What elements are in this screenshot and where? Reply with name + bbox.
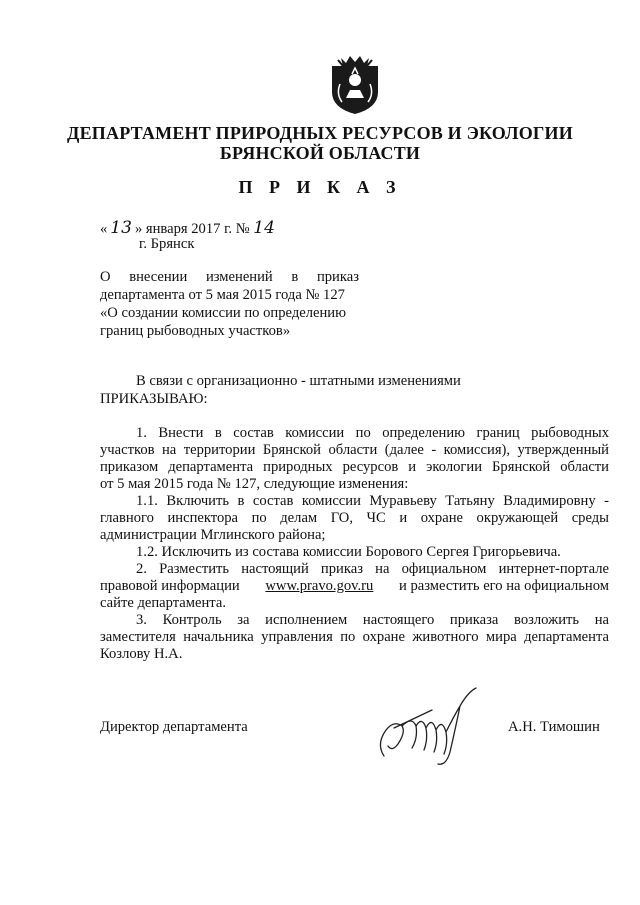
body-p1-line4: от 5 мая 2015 года № 127, следующие изменения: [100,476,409,492]
coat-of-arms-icon [326,54,384,116]
pravo-gov-link[interactable]: www.pravo.gov.ru [265,578,374,594]
body-p3-line1: 3. Контроль за исполнением настоящего приказа возложить на [136,612,609,628]
body-p3-line2: заместителя начальника управления по охране животного мира департамента [100,629,609,645]
body-p11-line3: администрации Мглинского района; [100,527,326,543]
signatory-name: А.Н. Тимошин [508,719,600,735]
body-p2-line2 [100,578,609,595]
body-p12: 1.2. Исключить из состава комиссии Борового Сергея Григорьевича. [136,544,561,560]
body-p1-line3: приказом департамента природных ресурсов и экологии Брянской области [100,459,609,475]
subject-word: изменений [205,269,273,285]
subject-line4: границ рыбоводных участков» [100,323,291,339]
department-title-line2: БРЯНСКОЙ ОБЛАСТИ [219,143,421,163]
date-open-quote: « [100,221,108,237]
subject-line1 [100,269,359,286]
preamble-line2: ПРИКАЗЫВАЮ: [100,391,208,407]
body-p11-line1: 1.1. Включить в состав комиссии Муравьеву Татьяну Владимировну - [136,493,609,509]
body-p1-line1: 1. Внести в состав комиссии по определению границ рыбоводных [136,425,609,441]
department-title-line1: ДЕПАРТАМЕНТ ПРИРОДНЫХ РЕСУРСОВ И ЭКОЛОГИИ [67,123,573,143]
subject-line2: департамента от 5 мая 2015 года № 127 [100,287,345,303]
date-day-handwritten: 13 [110,218,132,238]
subject-line3: «О создании комиссии по определению [100,305,347,321]
signatory-position: Директор департамента [100,719,248,735]
body-p2-line3: сайте департамента. [100,595,226,611]
subject-word: О [100,269,111,285]
subject-word: в [291,269,299,285]
document-type-heading: П Р И К А З [238,177,402,197]
preamble-line1: В связи с организационно - штатными изменениями [136,373,461,389]
city: г. Брянск [139,236,195,252]
subject-word: внесении [129,269,188,285]
body-p2-text-after-link: и разместить его на официальном [398,578,609,594]
body-p11-line2: главного инспектора по делам ГО, ЧС и охране окружающей среды [100,510,609,526]
body-p3-line3: Козлову Н.А. [100,646,183,662]
date-month-year: » января 2017 г. № [134,221,250,237]
order-number-handwritten: 14 [253,218,275,238]
body-p1-line2: участков на территории Брянской области (далее - комиссия), утвержденный [100,442,609,458]
body-p2-text-before-link: правовой информации [100,578,240,594]
body-p2-line1: 2. Разместить настоящий приказ на официальном интернет-портале [136,561,609,577]
handwritten-signature-icon [372,686,490,768]
subject-word: приказ [316,269,359,285]
